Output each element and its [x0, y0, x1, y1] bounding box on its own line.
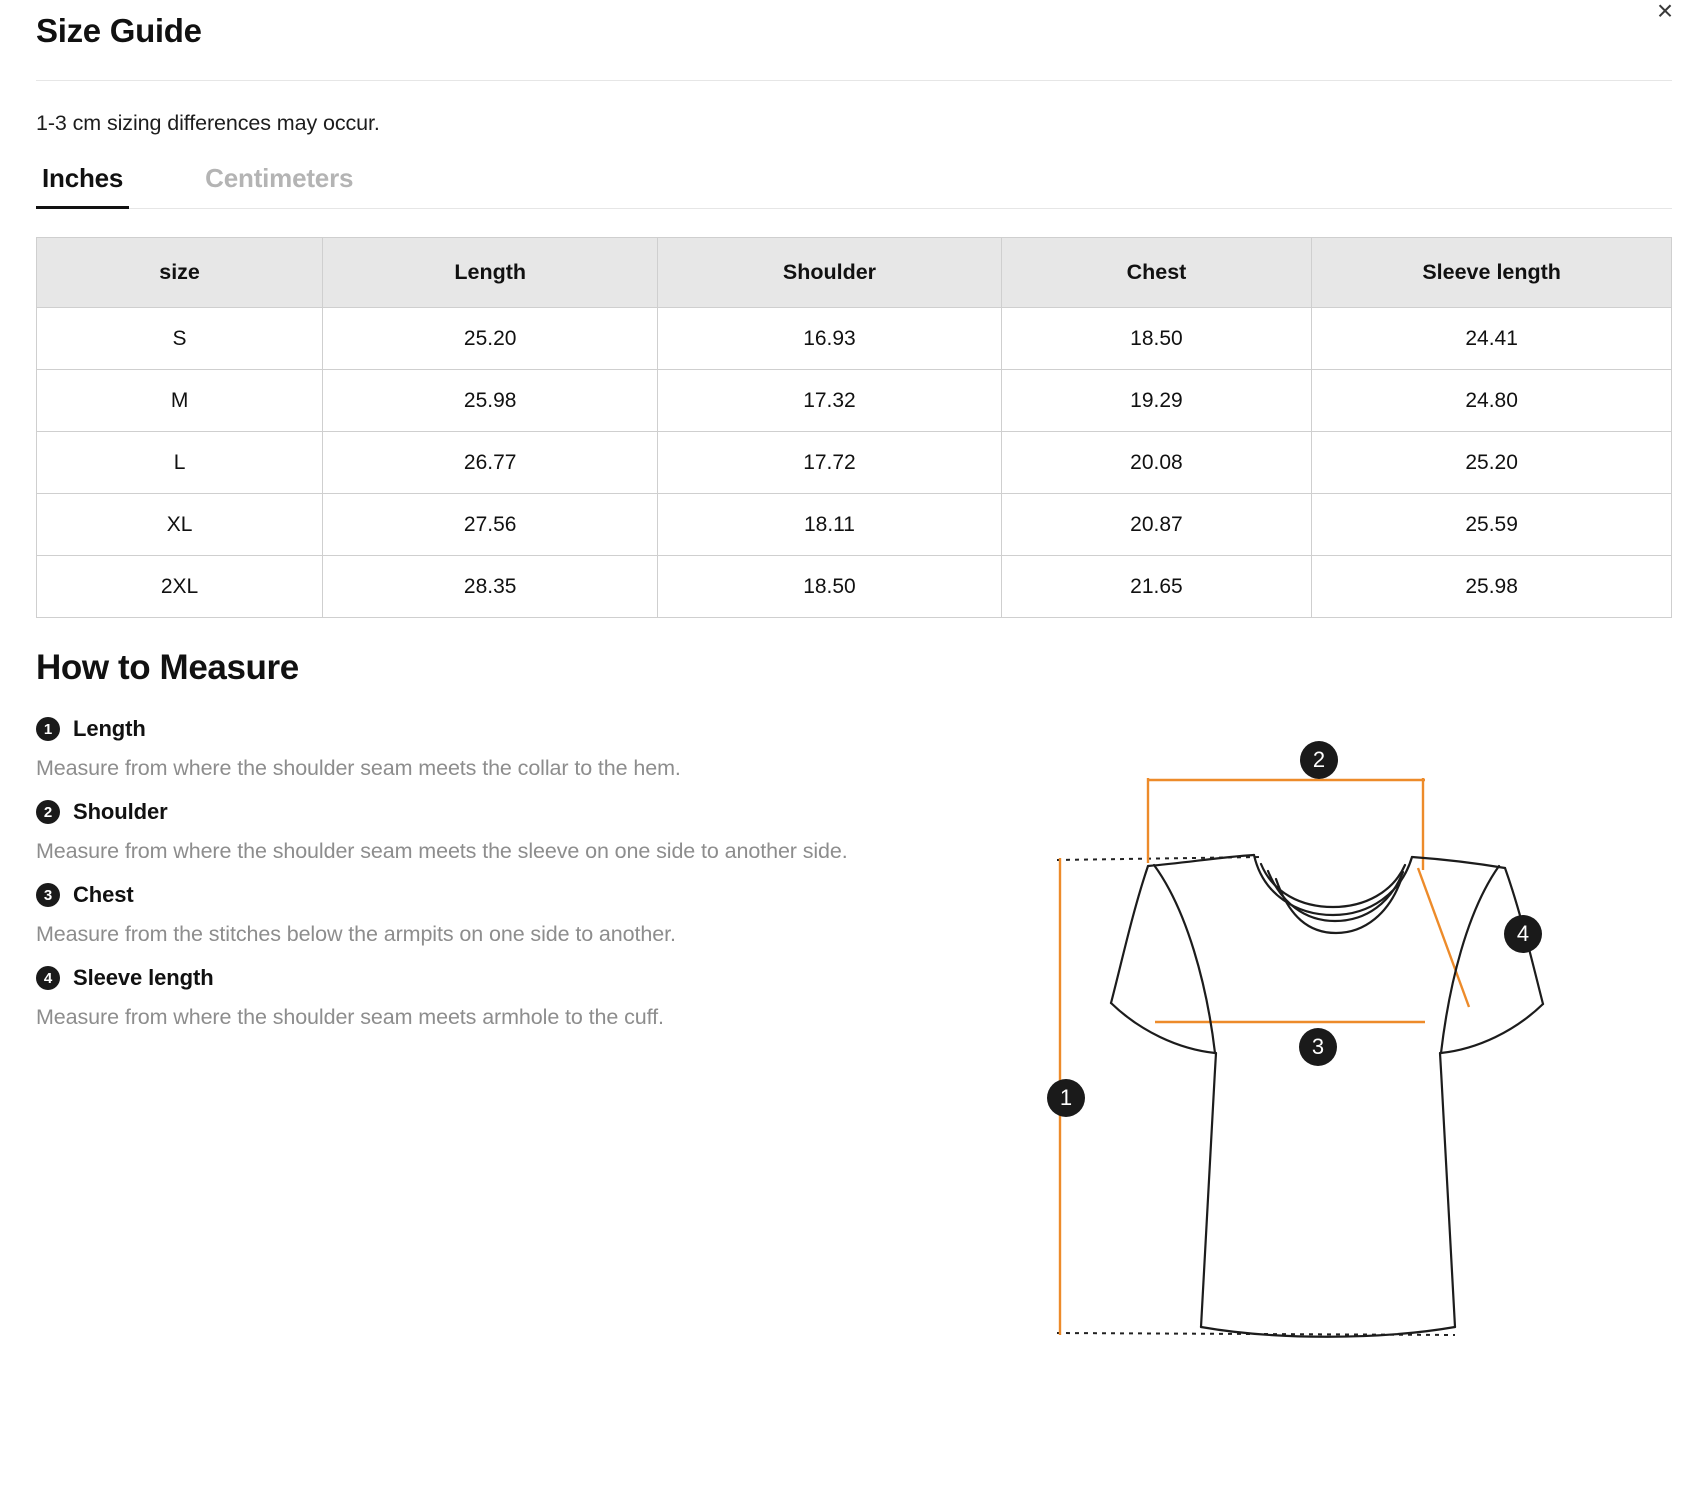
size-table	[36, 237, 1672, 618]
table-row	[37, 370, 1672, 432]
cell-sleeve-length: 24.80	[1312, 370, 1672, 432]
table-row	[37, 432, 1672, 494]
cell-shoulder: 16.93	[658, 308, 1001, 370]
cell-sleeve-length: 25.98	[1312, 556, 1672, 618]
diagram-badge-4	[1504, 915, 1542, 953]
cell-chest: 18.50	[1001, 308, 1312, 370]
measure-description: Measure from the stitches below the armpits on one side to another.	[36, 922, 676, 946]
cell-shoulder: 17.72	[658, 432, 1001, 494]
measure-heading	[36, 799, 1000, 825]
list-item	[36, 882, 1000, 947]
diagram-badge-4-label: 4	[1516, 921, 1530, 946]
tshirt-diagram	[1035, 735, 1575, 1355]
number-badge-3-icon: 3	[36, 883, 60, 907]
cell-chest: 21.65	[1001, 556, 1312, 618]
number-badge-2-icon: 2	[36, 800, 60, 824]
sizing-note: 1-3 cm sizing differences may occur.	[36, 111, 380, 135]
column-header-size: size	[37, 238, 323, 308]
tab-inches[interactable]: Inches	[36, 162, 129, 208]
table-header-row	[37, 238, 1672, 308]
measure-description: Measure from where the shoulder seam meets armhole to the cuff.	[36, 1005, 664, 1029]
diagram-badge-2	[1300, 741, 1338, 779]
tab-centimeters[interactable]: Centimeters	[199, 162, 359, 208]
diagram-badge-3	[1299, 1028, 1337, 1066]
cell-sleeve-length: 25.59	[1312, 494, 1672, 556]
cell-length: 25.20	[323, 308, 658, 370]
list-item	[36, 716, 1000, 781]
diagram-badge-3-label: 3	[1311, 1034, 1325, 1059]
tshirt-outline	[1111, 855, 1543, 1337]
measure-name: Length	[73, 716, 146, 741]
table-row	[37, 308, 1672, 370]
cell-size: S	[37, 308, 323, 370]
measure-name: Sleeve length	[73, 965, 214, 990]
list-item	[36, 799, 1000, 864]
diagram-badge-1	[1047, 1079, 1085, 1117]
cell-size: M	[37, 370, 323, 432]
page-title: Size Guide	[36, 12, 202, 49]
list-item	[36, 965, 1000, 1030]
column-header-shoulder: Shoulder	[658, 238, 1001, 308]
cell-shoulder: 18.11	[658, 494, 1001, 556]
cell-size: L	[37, 432, 323, 494]
table-row	[37, 556, 1672, 618]
measure-heading	[36, 716, 1000, 742]
cell-length: 27.56	[323, 494, 658, 556]
measure-heading	[36, 882, 1000, 908]
cell-length: 28.35	[323, 556, 658, 618]
measure-heading	[36, 965, 1000, 991]
column-header-length: Length	[323, 238, 658, 308]
cell-chest: 19.29	[1001, 370, 1312, 432]
how-to-measure-list	[0, 688, 1000, 1030]
cell-chest: 20.87	[1001, 494, 1312, 556]
cell-shoulder: 18.50	[658, 556, 1001, 618]
table-row	[37, 494, 1672, 556]
measure-name: Chest	[73, 882, 134, 907]
unit-tabs	[36, 162, 1672, 209]
cell-sleeve-length: 24.41	[1312, 308, 1672, 370]
cell-length: 25.98	[323, 370, 658, 432]
close-icon[interactable]: ×	[1648, 0, 1682, 28]
cell-size: 2XL	[37, 556, 323, 618]
number-badge-4-icon: 4	[36, 966, 60, 990]
cell-chest: 20.08	[1001, 432, 1312, 494]
cell-size: XL	[37, 494, 323, 556]
number-badge-1-icon: 1	[36, 717, 60, 741]
cell-shoulder: 17.32	[658, 370, 1001, 432]
diagram-badge-1-label: 1	[1059, 1085, 1073, 1110]
cell-length: 26.77	[323, 432, 658, 494]
sleeve-measure-line	[1418, 868, 1469, 1007]
measure-description: Measure from where the shoulder seam meets the collar to the hem.	[36, 756, 681, 780]
column-header-sleeve-length: Sleeve length	[1312, 238, 1672, 308]
column-header-chest: Chest	[1001, 238, 1312, 308]
diagram-badge-2-label: 2	[1312, 747, 1326, 772]
cell-sleeve-length: 25.20	[1312, 432, 1672, 494]
how-to-measure-title: How to Measure	[36, 648, 299, 687]
measure-name: Shoulder	[73, 799, 168, 824]
measure-description: Measure from where the shoulder seam meets the sleeve on one side to another side.	[36, 839, 848, 863]
